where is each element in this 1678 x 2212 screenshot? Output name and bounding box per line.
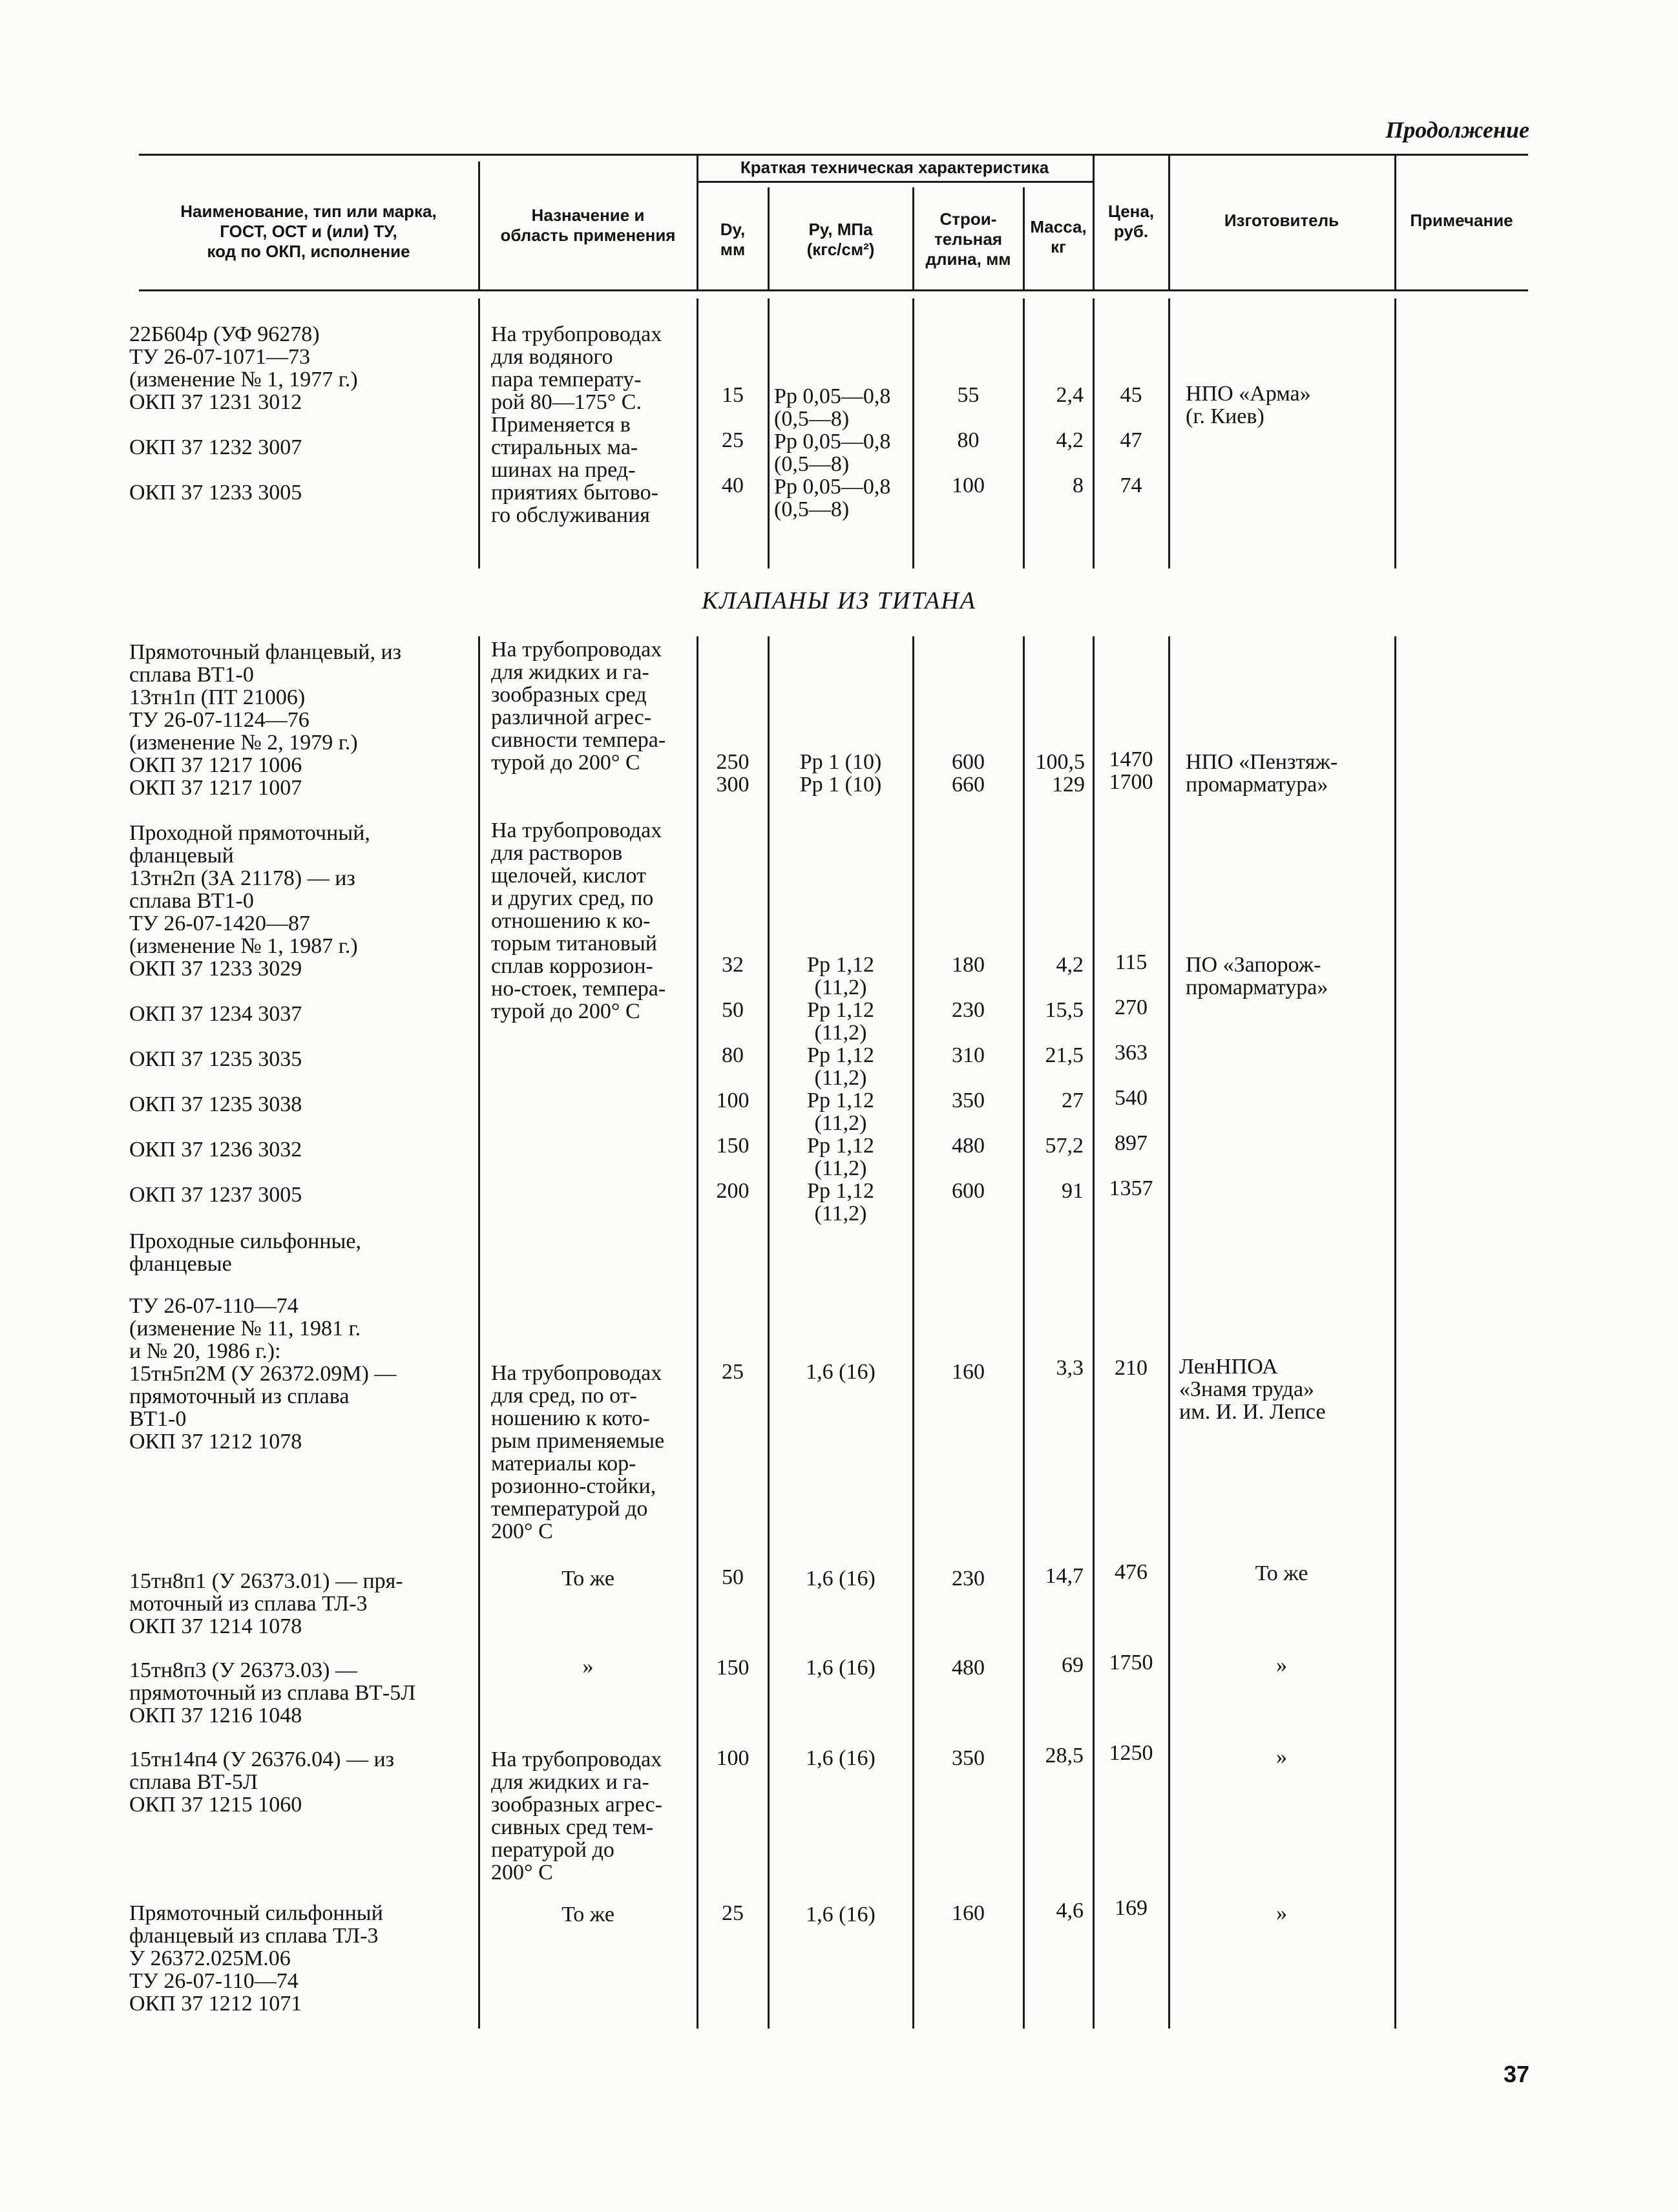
column-line: [768, 298, 770, 569]
row-mass: 3,3: [1056, 1356, 1084, 1380]
row-price: 1750: [1109, 1651, 1153, 1675]
header-length: Строи- тельная длина, мм: [925, 209, 1011, 269]
header-divider: [478, 162, 480, 289]
row-price: 476: [1115, 1560, 1148, 1584]
header-divider: [1023, 187, 1025, 289]
header-top-rule: [139, 154, 1528, 156]
row-length: 350: [952, 1746, 985, 1770]
row-maker: »: [1276, 1745, 1287, 1769]
row-maker: »: [1276, 1653, 1287, 1677]
row-price: 45 47 74: [1120, 383, 1142, 497]
header-purpose: Назначение и область применения: [500, 205, 676, 245]
row-dy: 250 300: [716, 750, 750, 797]
row-purpose: На трубопроводах для жидких и га- зообразных сред различной агрес- сивности темпера- турой до 200° С: [491, 638, 666, 775]
row-py: 1,6 (16): [806, 1903, 876, 1926]
row-price: 210: [1115, 1356, 1148, 1380]
header-bottom-rule: [139, 289, 1528, 291]
column-line: [912, 636, 914, 2029]
row-mass: 69: [1062, 1653, 1084, 1677]
section-title: КЛАПАНЫ ИЗ ТИТАНА: [702, 587, 976, 614]
row-name: Проходные сильфонные, фланцевые: [129, 1229, 361, 1276]
header-dy: Dу, мм: [720, 220, 746, 259]
header-note: Примечание: [1410, 211, 1513, 230]
row-name: 15тн14п4 (У 26376.04) — из сплава ВТ-5Л ОКП 37 1215 1060: [129, 1748, 395, 1817]
row-name: Прямоточный сильфонный фланцевый из сплава ТЛ-3 У 26372.025М.06 ТУ 26-07-110—74 ОКП 37 1212 1071: [129, 1901, 383, 2016]
row-name: 15тн8п3 (У 26373.03) — прямоточный из сплава ВТ-5Л ОКП 37 1216 1048: [129, 1658, 416, 1727]
row-name: 22Б604р (УФ 96278) ТУ 26-07-1071—73 (изменение № 1, 1977 г.) ОКП 37 1231 3012 ОКП 37 1232 3007 ОКП 37 1233 3005: [129, 322, 358, 505]
row-price: 115 270 363 540 897 1357: [1109, 950, 1153, 1200]
column-line: [1093, 636, 1095, 2029]
row-purpose: На трубопроводах для жидких и га- зообразных агрес- сивных сред тем- пературой до 200° С: [491, 1748, 662, 1884]
header-brief: Краткая техническая характеристика: [740, 158, 1049, 177]
row-maker: »: [1276, 1901, 1287, 1925]
row-purpose: На трубопроводах для водяного пара температу- рой 80—175° С. Применяется в стиральных ма- шинах на пред- приятиях бытово- го обслуживания: [491, 322, 662, 527]
row-length: 480: [952, 1656, 985, 1680]
row-length: 180 230 310 350 480 600: [952, 953, 985, 1203]
row-name: 15тн8п1 (У 26373.01) — пря- моточный из сплава ТЛ-3 ОКП 37 1214 1078: [129, 1569, 403, 1638]
row-py: Pр 1 (10) Pр 1 (10): [799, 750, 882, 797]
column-line: [478, 298, 480, 569]
row-length: 55 80 100: [952, 383, 985, 497]
continuation-label: Продолжение: [1385, 117, 1529, 143]
row-py: 1,6 (16): [806, 1656, 876, 1680]
column-line: [1023, 636, 1025, 2029]
row-dy: 50: [722, 1565, 744, 1589]
row-mass: 4,6: [1056, 1899, 1084, 1923]
row-mass: 2,4 4,2 8: [1056, 383, 1084, 497]
row-dy: 15 25 40: [722, 383, 744, 497]
column-line: [1093, 298, 1095, 569]
row-py: 1,6 (16): [806, 1746, 876, 1770]
header-price: Цена, руб.: [1107, 202, 1155, 241]
column-line: [912, 298, 914, 569]
row-purpose: То же: [561, 1903, 614, 1926]
row-dy: 150: [716, 1656, 750, 1680]
row-length: 160: [952, 1360, 985, 1384]
row-maker: НПО «Арма» (г. Киев): [1186, 382, 1311, 428]
row-purpose: То же: [561, 1567, 614, 1591]
header-divider: [1394, 155, 1396, 289]
row-price: 1250: [1109, 1741, 1153, 1765]
row-mass: 4,2 15,5 21,5 27 57,2 91: [1045, 953, 1084, 1203]
header-divider: [768, 187, 770, 289]
column-line: [1023, 298, 1025, 569]
column-line: [478, 636, 480, 2029]
column-line: [697, 636, 698, 2029]
row-maker: НПО «Пензтяж- промарматура»: [1186, 750, 1338, 797]
row-name: Проходной прямоточный, фланцевый 13тн2п (ЗА 21178) — из сплава ВТ1-0 ТУ 26-07-1420—87 (изменение № 1, 1987 г.) ОКП 37 1233 3029 ОКП 37 1234 3037 ОКП 37 1235 3035 ОКП 37 1235 3038 ОКП 37 1236 3032 ОКП 37 1237 3005: [129, 821, 370, 1207]
row-price: 1470 1700: [1109, 747, 1153, 794]
header-py: Pу, МПа (кгс/см²): [806, 220, 875, 259]
row-purpose: На трубопроводах для сред, по от- ношению к кото- рым применяемые материалы кор- розионно-стойки, температурой до 200° С: [491, 1361, 665, 1543]
row-dy: 100: [716, 1746, 750, 1770]
brief-subheader-rule: [697, 181, 1093, 183]
row-py: 1,6 (16): [806, 1567, 876, 1591]
row-purpose: »: [582, 1654, 594, 1678]
row-mass: 14,7: [1045, 1564, 1084, 1588]
header-divider: [697, 155, 698, 289]
row-mass: 100,5 129: [1035, 750, 1085, 797]
row-dy: 32 50 80 100 150 200: [716, 953, 750, 1203]
row-py: Pр 1,12 (11,2) Pр 1,12 (11,2) Pр 1,12 (11,2) Pр 1,12 (11,2) Pр 1,12 (11,2) Pр 1,12 (11,2): [807, 953, 874, 1226]
row-price: 169: [1115, 1896, 1148, 1920]
row-dy: 25: [722, 1901, 744, 1925]
column-line: [1168, 636, 1170, 2029]
header-divider: [912, 187, 914, 289]
row-length: 160: [952, 1901, 985, 1925]
page-number: 37: [1503, 2061, 1529, 2087]
row-purpose: На трубопроводах для растворов щелочей, кислот и других сред, по отношению к ко- торым титановый сплав коррозион- но-стоек, темпера- турой до 200° С: [491, 819, 666, 1023]
column-line: [1394, 298, 1396, 569]
row-py: 1,6 (16): [806, 1360, 876, 1384]
row-maker: То же: [1255, 1561, 1308, 1585]
row-dy: 25: [722, 1360, 744, 1384]
row-length: 230: [952, 1567, 985, 1591]
column-line: [697, 298, 698, 569]
header-divider: [1093, 155, 1095, 289]
header-name: Наименование, тип или марка, ГОСТ, ОСТ и (или) ТУ, код по ОКП, исполнение: [180, 202, 437, 261]
column-line: [768, 636, 770, 2029]
column-line: [1168, 298, 1170, 569]
row-name: ТУ 26-07-110—74 (изменение № 11, 1981 г. и № 20, 1986 г.): 15тн5п2М (У 26372.09М) — прямоточный из сплава ВТ1-0 ОКП 37 1212 1078: [129, 1294, 397, 1454]
row-name: Прямоточный фланцевый, из сплава ВТ1-0 13тн1п (ПТ 21006) ТУ 26-07-1124—76 (изменение № 2, 1979 г.) ОКП 37 1217 1006 ОКП 37 1217 1007: [129, 640, 402, 800]
header-divider: [1168, 155, 1170, 289]
row-maker: ПО «Запорож- промарматура»: [1186, 953, 1328, 999]
row-mass: 28,5: [1045, 1744, 1084, 1768]
header-maker: Изготовитель: [1224, 211, 1339, 230]
header-mass: Масса, кг: [1030, 217, 1087, 256]
column-line: [1394, 636, 1396, 2029]
row-maker: ЛенНПОА «Знамя труда» им. И. И. Лепсе: [1179, 1355, 1326, 1424]
row-py: Pр 0,05—0,8 (0,5—8) Pр 0,05—0,8 (0,5—8) Pр 0,05—0,8 (0,5—8): [774, 384, 891, 521]
row-length: 600 660: [952, 750, 985, 797]
